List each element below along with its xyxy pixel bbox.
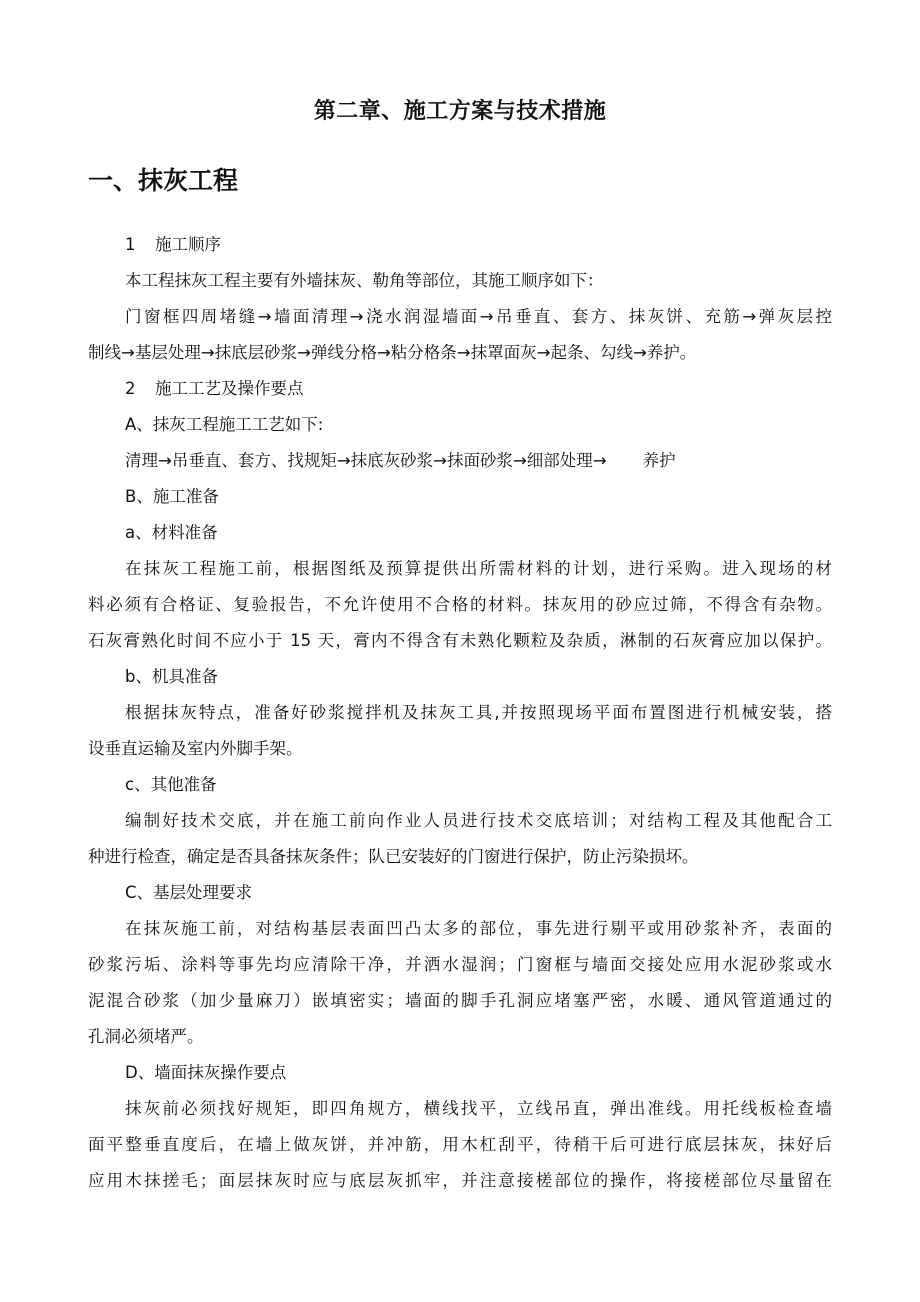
process-flow-end: 养护 xyxy=(642,451,676,470)
paragraph-line: 孔洞必须堵严。 xyxy=(88,1027,204,1046)
item-heading: D、墙面抹灰操作要点 xyxy=(125,1063,287,1082)
paragraph-line: 种进行检查，确定是否具备抹灰条件；队已安装好的门窗进行保护，防止污染损坏。 xyxy=(88,847,699,866)
item-heading: c、其他准备 xyxy=(125,775,217,794)
paragraph-line: 制线→基层处理→抹底层砂浆→弹线分格→粘分格条→抹罩面灰→起条、勾线→养护。 xyxy=(88,343,697,362)
item-heading: a、材料准备 xyxy=(125,523,218,542)
paragraph-line: 根据抹灰特点，准备好砂浆搅拌机及抹灰工具,并按照现场平面布置图进行机械安装，搭 xyxy=(125,703,832,722)
paragraph-line: 石灰膏熟化时间不应小于 15 天，膏内不得含有未熟化颗粒及杂质，淋制的石灰膏应加以保护。 xyxy=(88,631,832,650)
paragraph-line: 设垂直运输及室内外脚手架。 xyxy=(88,739,303,758)
section-title: 一、抹灰工程 xyxy=(88,166,239,195)
paragraph-line: 门窗框四周堵缝→墙面清理→浇水润湿墙面→吊垂直、套方、抹灰饼、充筋→弹灰层控 xyxy=(125,307,832,326)
paragraph-line: 泥混合砂浆（加少量麻刀）嵌填密实；墙面的脚手孔洞应堵塞严密，水暖、通风管道通过的 xyxy=(88,991,832,1010)
subsection-text: 施工顺序 xyxy=(155,235,221,254)
subsection-text: 施工工艺及操作要点 xyxy=(155,379,304,398)
subsection-heading-2 xyxy=(125,377,832,401)
paragraph-line: 本工程抹灰工程主要有外墙抹灰、勒角等部位，其施工顺序如下： xyxy=(125,271,604,290)
paragraph-line: 抹灰前必须找好规矩，即四角规方，横线找平，立线吊直，弹出准线。用托线板检查墙 xyxy=(125,1099,832,1118)
subsection-number: 1 xyxy=(125,235,136,254)
paragraph-line: 面平整垂直度后，在墙上做灰饼，并冲筋，用木杠刮平，待稍干后可进行底层抹灰，抹好后 xyxy=(88,1135,832,1154)
paragraph-line: 应用木抹搓毛；面层抹灰时应与底层灰抓牢，并注意接槎部位的操作，将接槎部位尽量留在 xyxy=(88,1171,832,1190)
item-heading: b、机具准备 xyxy=(125,667,218,686)
chapter-title: 第二章、施工方案与技术措施 xyxy=(313,99,607,124)
item-heading: C、基层处理要求 xyxy=(125,883,253,902)
subsection-heading-1 xyxy=(125,233,832,257)
paragraph-line: 在抹灰工程施工前，根据图纸及预算提供出所需材料的计划，进行采购。进入现场的材 xyxy=(125,559,832,578)
item-heading: B、施工准备 xyxy=(125,487,219,506)
paragraph-line: 砂浆污垢、涂料等事先均应清除干净，并洒水湿润；门窗框与墙面交接处应用水泥砂浆或水 xyxy=(88,955,832,974)
process-flow-text: 清理→吊垂直、套方、找规矩→抹底灰砂浆→抹面砂浆→细部处理→ xyxy=(125,451,607,470)
paragraph-line: 编制好技术交底，并在施工前向作业人员进行技术交底培训；对结构工程及其他配合工 xyxy=(125,811,832,830)
subsection-number: 2 xyxy=(125,379,136,398)
paragraph-line: 料必须有合格证、复验报告，不允许使用不合格的材料。抹灰用的砂应过筛，不得含有杂物。 xyxy=(88,595,832,614)
process-flow-line xyxy=(125,449,832,473)
paragraph-line: 在抹灰施工前，对结构基层表面凹凸太多的部位，事先进行剔平或用砂浆补齐，表面的 xyxy=(125,919,832,938)
item-heading: A、抹灰工程施工工艺如下: xyxy=(125,415,324,434)
